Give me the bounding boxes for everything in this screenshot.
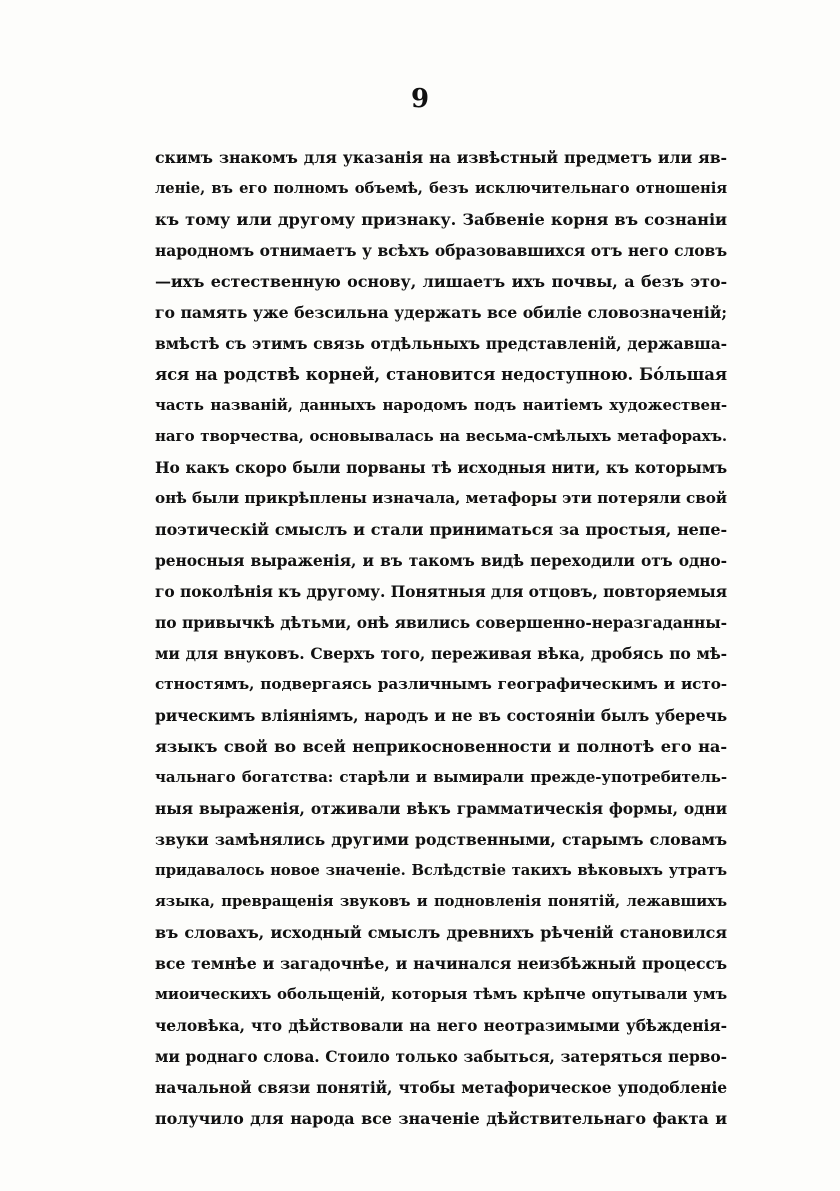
text-line: —ихъ естественную основу, лишаетъ ихъ почвы, а безъ это- [155,272,727,291]
text-line: языкъ свой во всей неприкосновенности и полнотѣ его на- [155,737,727,756]
text-line: миоическихъ обольщеній, которыя тѣмъ крѣпче опутывали умъ [155,985,727,1003]
text-line: чальнаго богатства: старѣли и вымирали прежде-употребитель- [155,768,727,786]
text-line: го поколѣнія къ другому. Понятныя для отцовъ, повторяемыя [155,582,727,601]
text-line: ми роднаго слова. Стоило только забыться, затеряться перво- [155,1047,727,1066]
text-line: придавалось новое значеніе. Вслѣдствіе такихъ вѣковыхъ утратъ [155,862,727,879]
page-number: 9 [410,84,430,114]
text-line: поэтическій смыслъ и стали приниматься за простыя, непе- [155,520,727,539]
text-line: человѣка, что дѣйствовали на него неотразимыми убѣжденія- [155,1016,727,1035]
text-line: звуки замѣнялись другими родственными, старымъ словамъ [155,830,727,849]
text-line: народномъ отнимаетъ у всѣхъ образовавшихся отъ него словъ [155,241,727,260]
text-line: получило для народа все значеніе дѣйствительнаго факта и [155,1109,727,1128]
body-text [155,142,727,1134]
text-line: къ тому или другому признаку. Забвеніе корня въ сознаніи [155,210,727,229]
text-line: реносныя выраженія, и въ такомъ видѣ переходили отъ одно- [155,551,727,570]
text-line: скимъ знакомъ для указанія на извѣстный предметъ или яв- [155,148,727,167]
text-line: рическимъ вліяніямъ, народъ и не въ состояніи былъ уберечь [155,706,727,725]
text-line: ми для внуковъ. Сверхъ того, переживая вѣка, дробясь по мѣ- [155,644,727,663]
text-line: яся на родствѣ корней, становится недоступною. Бóльшая [155,365,727,384]
text-line: стностямъ, подвергаясь различнымъ географическимъ и исто- [155,675,727,693]
text-line: начальной связи понятій, чтобы метафорическое уподобленіе [155,1078,727,1097]
text-line: Но какъ скоро были порваны тѣ исходныя нити, къ которымъ [155,458,727,477]
text-line: наго творчества, основывалась на весьма-смѣлыхъ метафорахъ. [155,427,727,445]
text-line: го память уже безсильна удержать все обиліе словозначеній; [155,303,727,322]
text-line: вмѣстѣ съ этимъ связь отдѣльныхъ представленій, державша- [155,334,727,353]
text-line: по привычкѣ дѣтьми, онѣ явились совершенно-неразгаданны- [155,613,727,632]
text-line: леніе, въ его полномъ объемѣ, безъ исключительнаго отношенія [155,180,727,197]
text-line: онѣ были прикрѣплены изначала, метафоры эти потеряли свой [155,489,727,507]
text-line: языка, превращенія звуковъ и подновленія понятій, лежавшихъ [155,893,727,910]
text-line: ныя выраженія, отживали вѣкъ грамматическія формы, одни [155,799,727,818]
text-line: все темнѣе и загадочнѣе, и начинался неизбѣжный процессъ [155,954,727,973]
text-line: въ словахъ, исходный смыслъ древнихъ рѣченій становился [155,923,727,942]
text-line: часть названій, данныхъ народомъ подъ наитіемъ художествен- [155,396,727,414]
